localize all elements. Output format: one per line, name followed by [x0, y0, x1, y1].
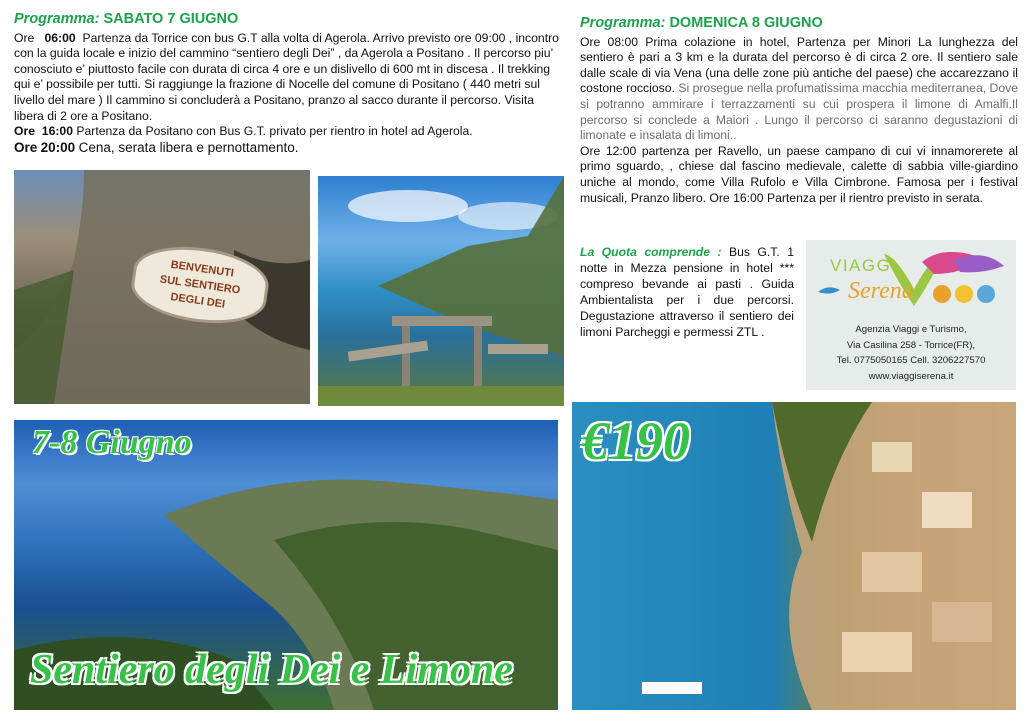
- time-1600: 16:00: [41, 124, 73, 139]
- agency-box: [806, 240, 1016, 390]
- program-label: Programma:: [580, 15, 666, 31]
- program-day1-heading: [14, 12, 562, 28]
- day2-paragraph-1: Ore 08:00 Prima colazione in hotel, Partenza per Minori La lunghezza del sentiero è pari a 3 km e la durata del percorso è di circa 2 ore. Il sentiero sale dalle scale di via Vena (una delle zone più antiche del paese) che accarezzano il costone roccioso.: [580, 34, 1018, 96]
- sign-line-3: DEGLI DEI: [169, 291, 226, 311]
- agency-address: Via Casilina 258 - Torrice(FR),: [846, 339, 976, 351]
- price-title: €190: [582, 411, 690, 471]
- ore-label: Ore: [14, 139, 38, 155]
- agency-website[interactable]: www.viaggiserena.it: [868, 370, 954, 382]
- program-day2: [580, 16, 1018, 206]
- program-day2-heading: [580, 16, 1018, 32]
- ore-label: Ore: [14, 30, 35, 45]
- event-dates-title: 7-8 Giugno: [32, 424, 192, 461]
- sign-line-1: BENVENUTI: [169, 258, 235, 280]
- ore-label: Ore: [14, 124, 36, 139]
- day1-paragraph-3: Cena, serata libera e pernottamento.: [78, 139, 299, 155]
- day1-paragraph-1: Partenza da Torrice con bus G.T alla volta di Agerola. Arrivo previsto ore 09:00 , incontro con la guida locale e inizio del cammino “sentiero degli Dei” , da Agerola a Positano . Il percorso piu’ conosciuto e’ piuttosto facile con durata di circa 4 ore e un dislivello di 600 mt in discesa . Il trekking qui e’ possibile per tutti. Si raggiunge la frazione di Nocelle del comune di Positano ( 440 metri sul livello del mare ) Il cammino si concluderà a Positano, pranzo al sacco durante il percorso. Visita libera di 2 ore a Positano.: [14, 30, 559, 123]
- time-0600: 06:00: [44, 30, 76, 45]
- photo-picnic-bench: [318, 176, 564, 406]
- agency-name: Agenzia Viaggi e Turismo,: [855, 324, 967, 335]
- agency-contacts: [806, 322, 1016, 384]
- quota-heading: La Quota comprende :: [580, 245, 722, 259]
- logo-viaggi-text: VIAGGI: [830, 256, 898, 275]
- bench-coast-icon: [318, 176, 564, 406]
- quota-block: [580, 245, 794, 340]
- logo-serena-text: Serena: [848, 278, 914, 304]
- program-label: Programma:: [14, 11, 100, 27]
- photo-sentiero-sign: [14, 170, 310, 404]
- main-title: Sentiero degli Dei e Limone: [30, 647, 513, 693]
- day2-paragraph-3: Ore 12:00 partenza per Ravello, un paese campano di cui vi innamorerete al primo sguardo, , chiese dal fascino medievale, calette di sabbia ville-giardino uniche al mondo, come Villa Rufolo e Villa Cimbrone. Famosa per i festival musicali, Pranzo libero. Ore 16:00 Partenza per il rientro previsto in serata.: [580, 143, 1018, 205]
- agency-phone: Tel. 0775050165 Cell. 3206227570: [836, 355, 986, 366]
- time-2000: 20:00: [40, 139, 76, 155]
- program-day2-body: [580, 35, 1018, 207]
- quota-text: Bus G.T. 1 notte in Mezza pensione in hotel *** compreso bevande ai pasti . Guida Ambientalista per i due percorsi. Degustazione attraverso il sentiero dei limoni Parcheggi e permessi ZTL .: [580, 245, 794, 339]
- program-day1: [14, 12, 562, 156]
- day2-paragraph-2: Si prosegue nella profumatissima macchia mediterranea, Dove si potranno ammirare i terrazzamenti su cui prospera il limone di Amalfi.Il percorso si conclede a Maiori . Lungo il percorso ci saranno degustazioni di limonate e insalata di limoni..: [580, 81, 1018, 143]
- agency-logo: [814, 244, 1010, 314]
- program-date: SABATO 7 GIUGNO: [103, 11, 239, 27]
- sign-line-2: SUL SENTIERO: [159, 273, 241, 297]
- day1-paragraph-2: Partenza da Positano con Bus G.T. privato per rientro in hotel ad Agerola.: [76, 124, 473, 139]
- program-day1-body: [14, 31, 562, 157]
- program-date: DOMENICA 8 GIUGNO: [669, 15, 823, 31]
